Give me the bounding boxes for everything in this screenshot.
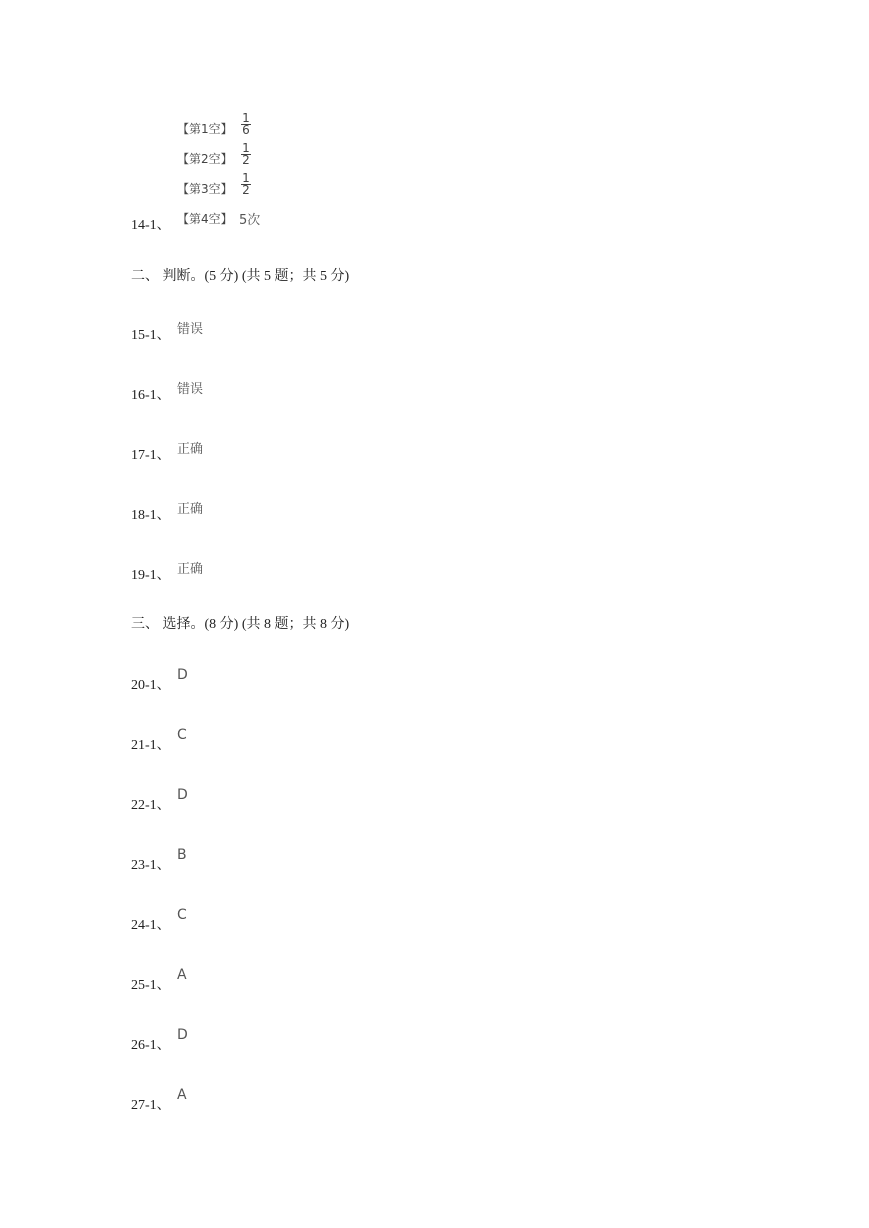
answer-value: D: [177, 667, 188, 683]
answer-value: A: [177, 967, 187, 983]
question-number: 16-1、: [131, 388, 171, 403]
blank-1-fraction: [240, 113, 252, 136]
answer-value: D: [177, 1027, 188, 1043]
blank-3-denominator: 2: [242, 183, 250, 197]
answer-value: B: [177, 847, 187, 863]
answer-value: 错误: [177, 322, 204, 337]
question-number: 26-1、: [131, 1038, 171, 1053]
question-number: 20-1、: [131, 678, 171, 693]
question-number: 18-1、: [131, 508, 171, 523]
blank-4-value: 5次: [239, 213, 261, 228]
q14-number: 14-1、: [131, 218, 171, 233]
blank-2-numerator: 1: [242, 141, 250, 155]
question-number: 23-1、: [131, 858, 171, 873]
answer-value: 错误: [177, 382, 204, 397]
answer-value: C: [177, 727, 187, 743]
question-number: 15-1、: [131, 328, 171, 343]
question-number: 24-1、: [131, 918, 171, 933]
answer-value: C: [177, 907, 187, 923]
question-number: 19-1、: [131, 568, 171, 583]
blank-4-label: 【第4空】: [177, 212, 233, 226]
answer-value: 正确: [177, 442, 204, 457]
blank-3-label: 【第3空】: [177, 182, 233, 196]
question-number: 25-1、: [131, 978, 171, 993]
blank-2-fraction: [240, 143, 252, 166]
blank-1-label: 【第1空】: [177, 122, 233, 136]
blank-2-label: 【第2空】: [177, 152, 233, 166]
answer-value: A: [177, 1087, 187, 1103]
section-2-title: 二、 判断。(5 分) (共 5 题；共 5 分): [131, 269, 350, 284]
blank-1-denominator: 6: [242, 123, 250, 137]
question-number: 22-1、: [131, 798, 171, 813]
blank-3-fraction: [240, 173, 252, 196]
question-number: 27-1、: [131, 1098, 171, 1113]
answer-value: 正确: [177, 502, 204, 517]
answer-value: D: [177, 787, 188, 803]
answer-value: 正确: [177, 562, 204, 577]
question-number: 17-1、: [131, 448, 171, 463]
section-3-title: 三、 选择。(8 分) (共 8 题；共 8 分): [131, 617, 350, 632]
question-number: 21-1、: [131, 738, 171, 753]
blank-2-denominator: 2: [242, 153, 250, 167]
blank-1-numerator: 1: [242, 111, 250, 125]
blank-3-numerator: 1: [242, 171, 250, 185]
